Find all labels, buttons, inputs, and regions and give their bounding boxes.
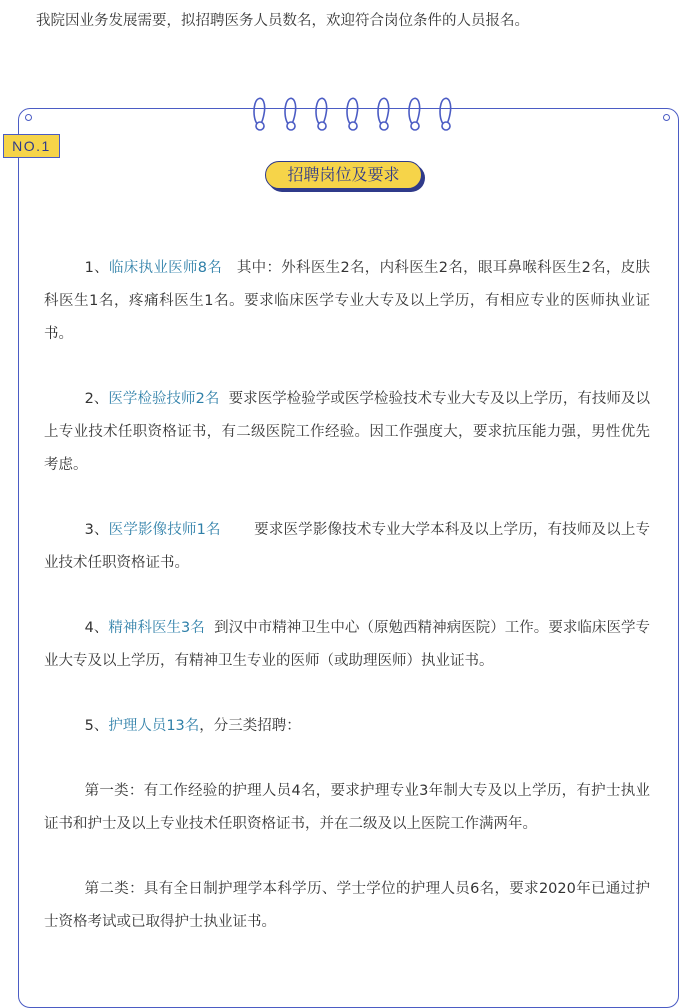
position-text: 要求医学影像技术专业大学本科及以上学历，有技师及以上专业技术任职资格证书。 (44, 522, 650, 571)
positions-content (44, 252, 650, 939)
position-title: 医学影像技师1名 (108, 522, 221, 538)
spiral-ring (285, 98, 296, 130)
intro-text: 我院因业务发展需要，拟招聘医务人员数名，欢迎符合岗位条件的人员报名。 (36, 13, 529, 29)
spiral-ring (316, 98, 327, 130)
position-prefix: 1、 (84, 260, 109, 276)
binder-hole-icon (25, 114, 32, 121)
section-number-tag: NO.1 (3, 134, 60, 158)
position-title: 精神科医生3名 (108, 620, 205, 636)
spiral-ring (409, 98, 420, 130)
position-prefix: 4、 (84, 620, 109, 636)
position-title: 护理人员13名 (108, 718, 200, 734)
spiral-ring (378, 98, 389, 130)
position-title: 医学检验技师2名 (108, 391, 220, 407)
position-prefix: 5、 (84, 718, 109, 734)
spiral-ring (254, 98, 265, 130)
position-prefix: 3、 (84, 522, 109, 538)
position-item (44, 252, 650, 351)
spiral-ring (440, 98, 451, 130)
section-heading: 招聘岗位及要求 (265, 161, 422, 189)
binder-hole-icon (663, 114, 670, 121)
position-text: 到汉中市精神卫生中心（原勉西精神病医院）工作。要求临床医学专业大专及以上学历，有精神卫生专业的医师（或助理医师）执业证书。 (44, 620, 651, 669)
position-text: 要求医学检验学或医学检验技术专业大专及以上学历，有技师及以上专业技术任职资格证书，有二级医院工作经验。因工作强度大，要求抗压能力强，男性优先考虑。 (44, 391, 650, 473)
nursing-category: 第一类：有工作经验的护理人员4名，要求护理专业3年制大专及以上学历，有护士执业证书和护士及以上专业技术任职资格证书，并在二级及以上医院工作满两年。 (44, 783, 650, 832)
position-item (44, 514, 650, 580)
position-item (44, 612, 650, 678)
spiral-binding-icon (250, 96, 455, 132)
position-item (44, 383, 650, 482)
position-text: ，分三类招聘： (199, 718, 301, 734)
spiral-ring (347, 98, 358, 130)
position-text: 其中：外科医生2名，内科医生2名，眼耳鼻喉科医生2名，皮肤科医生1名，疼痛科医生1名。要求临床医学专业大专及以上学历，有相应专业的医师执业证书。 (44, 260, 651, 342)
nursing-category: 第二类：具有全日制护理学本科学历、学士学位的护理人员6名，要求2020年已通过护士资格考试或已取得护士执业证书。 (44, 881, 650, 930)
position-prefix: 2、 (84, 391, 109, 407)
position-item (44, 710, 650, 743)
position-title: 临床执业医师8名 (108, 260, 223, 276)
